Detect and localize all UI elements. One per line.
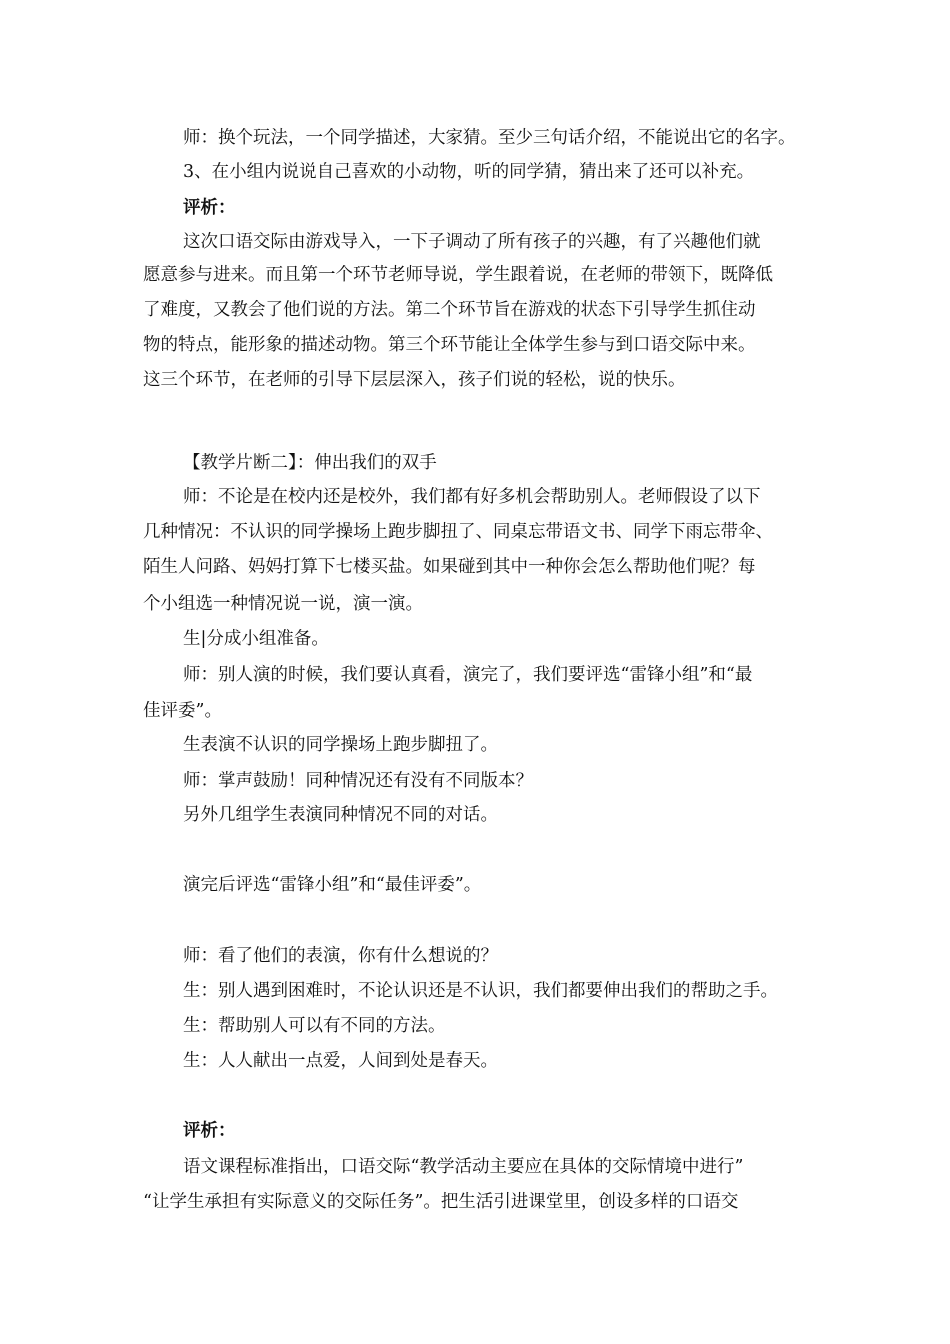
paragraph-line: 生表演不认识的同学操场上跑步脚扭了。 (183, 735, 498, 755)
paragraph-line: 师：不论是在校内还是校外，我们都有好多机会帮助别人。老师假设了以下 (183, 487, 761, 507)
paragraph-line: 这次口语交际由游戏导入，一下子调动了所有孩子的兴趣，有了兴趣他们就 (183, 232, 761, 252)
paragraph-line: 佳评委”。 (143, 701, 222, 721)
paragraph-line: 几种情况：不认识的同学操场上跑步脚扭了、同桌忘带语文书、同学下雨忘带伞、 (143, 522, 773, 542)
paragraph-line: 语文课程标准指出，口语交际“教学活动主要应在具体的交际情境中进行” (183, 1157, 744, 1177)
section-heading: 评析： (183, 198, 236, 218)
paragraph-line: 个小组选一种情况说一说，演一演。 (143, 594, 423, 614)
paragraph-line: 演完后评选“雷锋小组”和“最佳评委”。 (183, 875, 482, 895)
paragraph-line: 师：换个玩法，一个同学描述，大家猜。至少三句话介绍，不能说出它的名字。 (183, 128, 796, 148)
paragraph-line: 这三个环节，在老师的引导下层层深入，孩子们说的轻松，说的快乐。 (143, 370, 686, 390)
paragraph-line: 另外几组学生表演同种情况不同的对话。 (183, 805, 498, 825)
paragraph-line: 生|分成小组准备。 (183, 629, 329, 649)
paragraph-line: 了难度，又教会了他们说的方法。第二个环节旨在游戏的状态下引导学生抓住动 (143, 300, 756, 320)
paragraph-line: “让学生承担有实际意义的交际任务”。把生活引进课堂里，创设多样的口语交 (143, 1192, 739, 1212)
section-heading: 评析： (183, 1121, 236, 1141)
paragraph-line: 物的特点，能形象的描述动物。第三个环节能让全体学生参与到口语交际中来。 (143, 335, 756, 355)
paragraph-line: 师：别人演的时候，我们要认真看，演完了，我们要评选“雷锋小组”和“最 (183, 665, 753, 685)
section-title: 【教学片断二】：伸出我们的双手 (183, 453, 437, 473)
paragraph-line: 3、在小组内说说自己喜欢的小动物，听的同学猜，猜出来了还可以补充。 (183, 162, 755, 182)
paragraph-line: 愿意参与进来。而且第一个环节老师导说，学生跟着说，在老师的带领下，既降低 (143, 265, 773, 285)
paragraph-line: 生：帮助别人可以有不同的方法。 (183, 1016, 446, 1036)
paragraph-line: 生：别人遇到困难时，不论认识还是不认识，我们都要伸出我们的帮助之手。 (183, 981, 778, 1001)
paragraph-line: 师：看了他们的表演，你有什么想说的？ (183, 946, 498, 966)
paragraph-line: 师：掌声鼓励！同种情况还有没有不同版本？ (183, 771, 533, 791)
paragraph-line: 陌生人问路、妈妈打算下七楼买盐。如果碰到其中一种你会怎么帮助他们呢？每 (143, 557, 756, 577)
paragraph-line: 生：人人献出一点爱，人间到处是春天。 (183, 1051, 498, 1071)
